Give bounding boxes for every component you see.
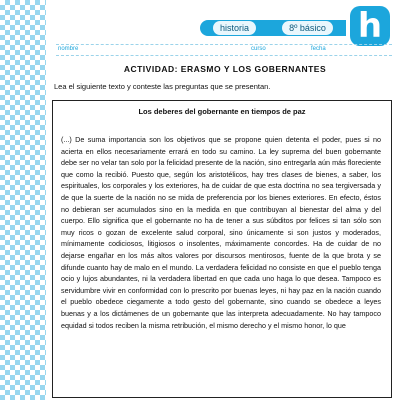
subject-tab: historia bbox=[213, 21, 256, 35]
student-info-row bbox=[56, 44, 392, 56]
subject-logo: h bbox=[350, 6, 390, 46]
worksheet-page bbox=[50, 0, 400, 400]
activity-title: ACTIVIDAD: ERASMO Y LOS GOBERNANTES bbox=[123, 64, 327, 74]
date-label: fecha bbox=[311, 46, 326, 52]
name-label: nombre bbox=[58, 46, 79, 52]
grade-tab: 8º básico bbox=[282, 21, 333, 35]
instructions-text: Lea el siguiente texto y conteste las preguntas que se presentan. bbox=[54, 82, 271, 91]
reading-body: (...) De suma importancia son los objetivos que se propone quien detenta el poder, pues si no acierta en ellos necesariamente errará en todo su camino. La ley suprema del buen gobernante debe ser no velar tan solo por la felicidad presente de la nación, sino entregarla aún más floreciente que como la recibió. Puesto que, según los aristotélicos, hay tres clases de bienes, a saber, los espirituales, los corporales y los exteriores, ha de cuidar de que esta doctrina no sea tergiversada y de que la suerte de la nación no se mida de preferencia por los bienes exteriores. En efecto, éstos no debieran ser acumulados sino en la medida en que contribuyan al bienestar del alma y del cuerpo. Ello significa que el gobernante no ha de tener a sus súbditos por felices si tan sólo son muy ricos o gozan de excelente salud corporal, sino únicamente si son justos y moderados, mínimamente codiciosos, litigiosos o insolentes, máximamente concordes. Ha de cuidar de no dejarse engañar en los más altos valores por discursos mentirosos, fuente de la que brota y se difunde cuanto hay de malo en el mundo. La verdadera felicidad no consiste en que el pueblo tenga ocio y lujos abundantes, ni la verdadera libertad en que cada uno haga lo que desea. Tampoco es servidumbre vivir en conformidad con lo prescrito por buenas leyes, ni hay paz en la nación cuando el pueblo obedece ciegamente a todo gesto del gobernante, sino cuando se obedece a leyes buenas y a los dictámenes de un gobernante que las interpreta adecuadamente. No hay tampoco equidad si todos reciben la misma retribución, el mismo derecho y el mismo honor, lo que bbox=[61, 135, 381, 330]
header-tabs bbox=[200, 20, 346, 36]
decorative-checker-strip bbox=[0, 0, 46, 400]
course-label: curso bbox=[251, 46, 266, 52]
reading-title: Los deberes del gobernante en tiempos de paz bbox=[138, 107, 306, 116]
reading-box bbox=[52, 100, 392, 398]
